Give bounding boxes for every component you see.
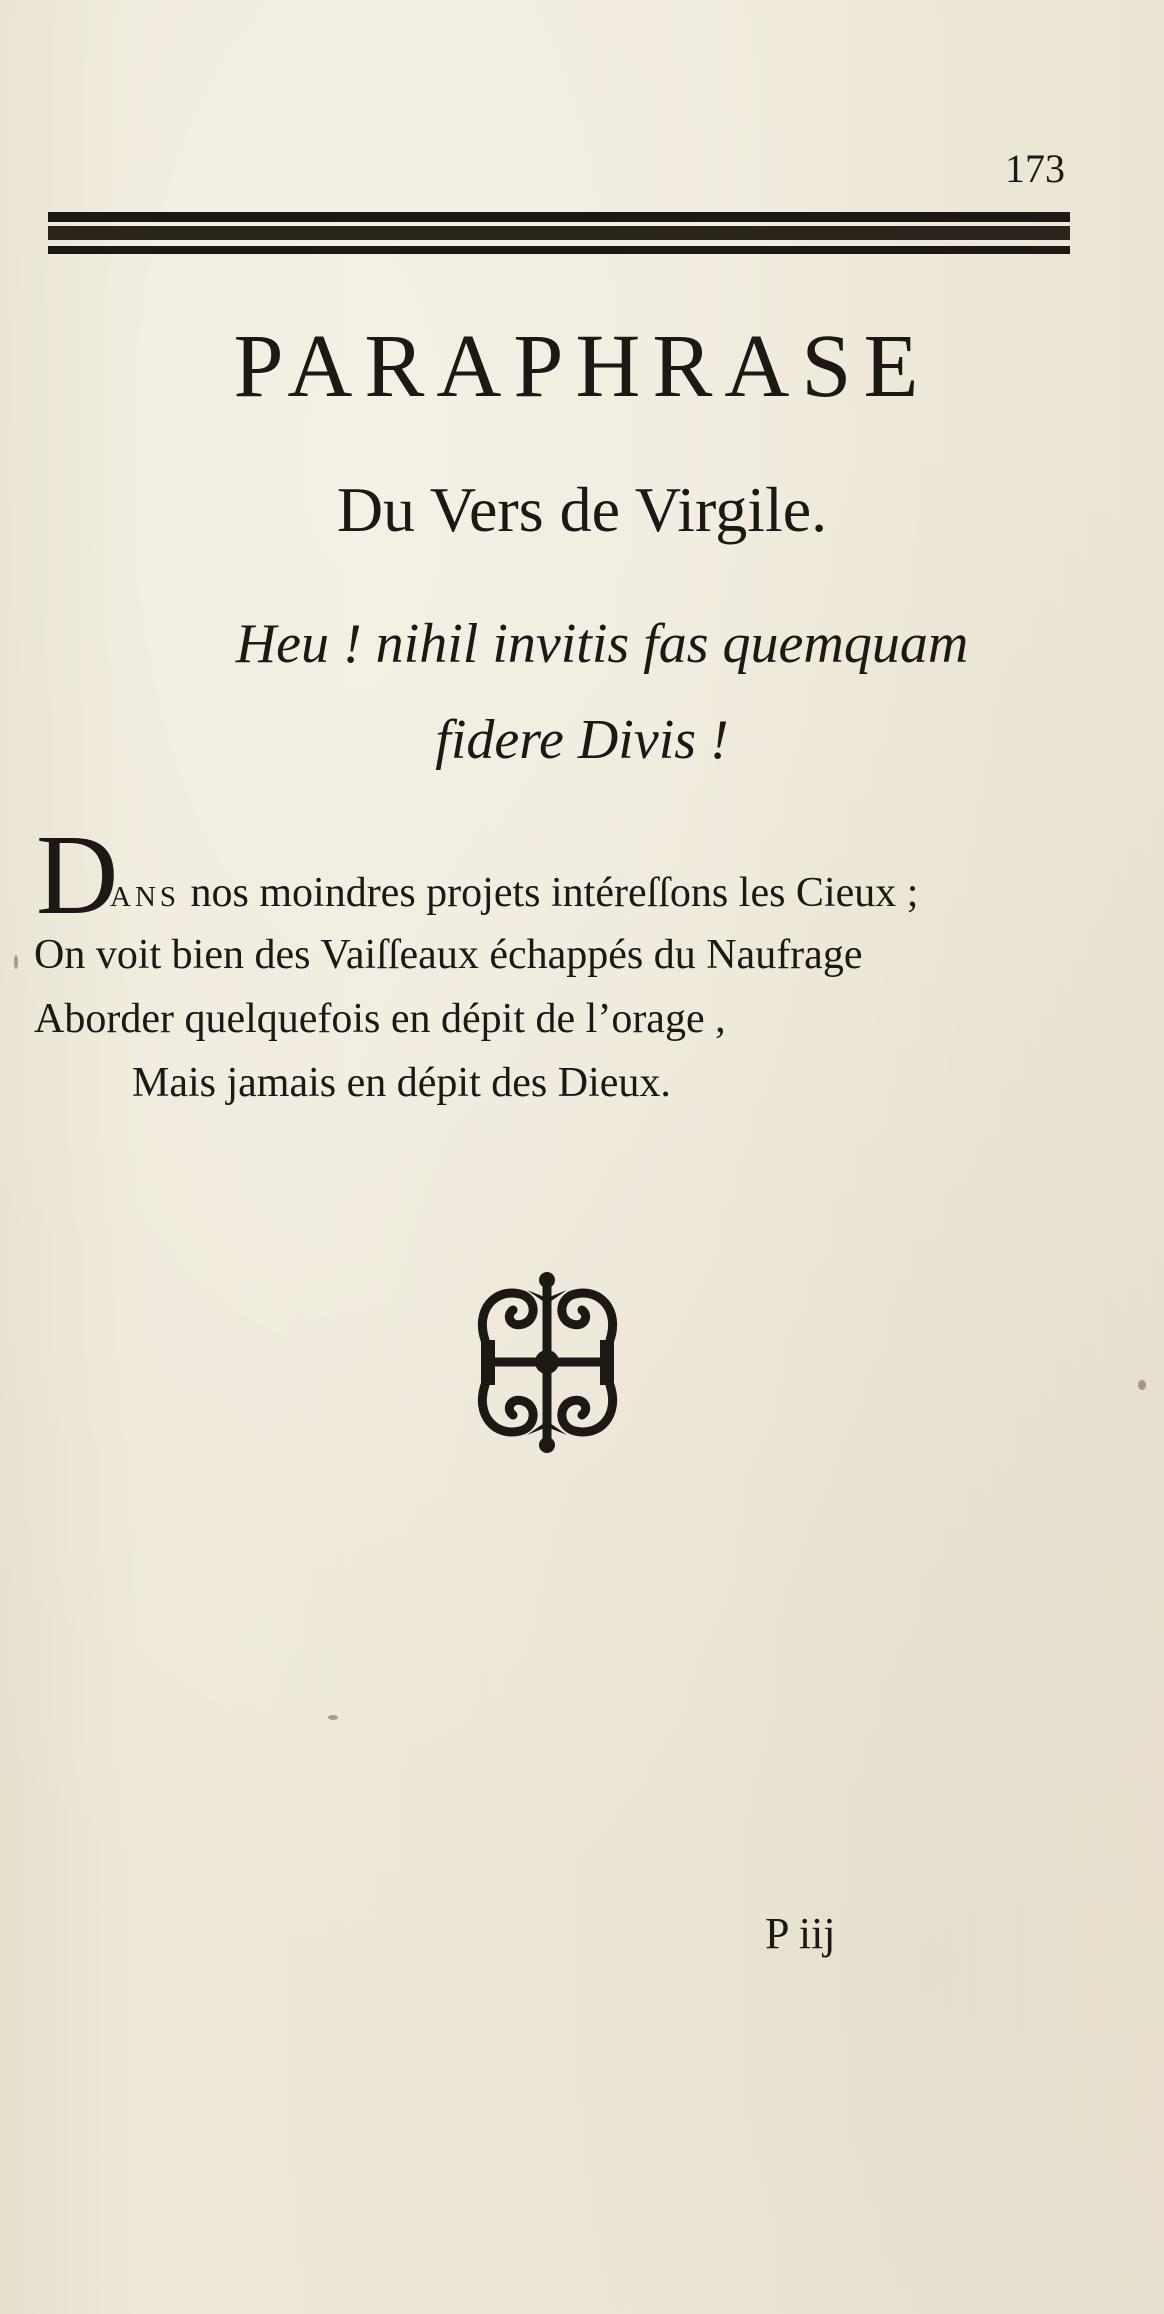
- signature-mark: P iij: [765, 1909, 836, 1958]
- epigraph-line-1: Heu ! nihil invitis fas quemquam: [235, 613, 969, 675]
- drop-cap: D: [36, 811, 119, 938]
- poem-line-3: Aborder quelquefois en dépit de l’orage ,: [34, 996, 726, 1042]
- page-title: PARAPHRASE: [233, 317, 931, 416]
- paper-speck: [14, 955, 18, 969]
- poem-line-2: On voit bien des Vaiſſeaux échappés du Naufrage: [34, 932, 863, 978]
- paper-speck: [328, 1715, 338, 1720]
- poem-line-4: Mais jamais en dépit des Dieux.: [132, 1060, 671, 1106]
- head-rule: [48, 212, 1070, 262]
- page-subtitle: Du Vers de Virgile.: [336, 474, 828, 545]
- epigraph-line-2: fidere Divis !: [435, 709, 729, 771]
- paper-speck: [1138, 1380, 1146, 1390]
- page-number: 173: [1005, 146, 1065, 191]
- poem-line-1-text: nos moindres projets intéreſſons les Cieux ;: [180, 870, 919, 916]
- fleuron-ornament-icon: [465, 1270, 630, 1455]
- poem-line-1: [110, 872, 918, 914]
- poem-line-1-smallcaps: ans: [110, 870, 181, 916]
